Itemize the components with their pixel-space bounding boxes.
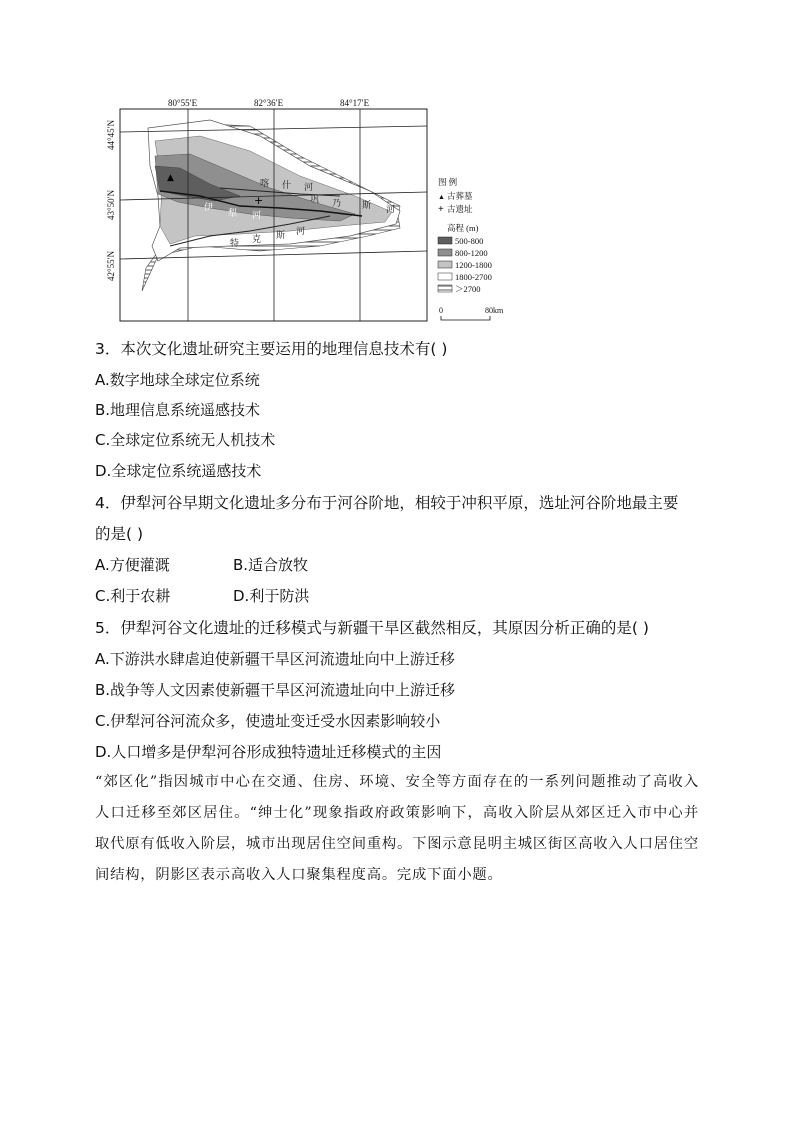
svg-text:河: 河: [252, 210, 262, 220]
svg-text:特: 特: [230, 238, 240, 248]
svg-text:▲: ▲: [438, 193, 445, 201]
site-marker-icon: +: [254, 194, 264, 207]
svg-text:河: 河: [304, 182, 314, 192]
question-3-option-c[interactable]: C.全球定位系统无人机技术: [95, 431, 276, 449]
lat-label-1: 44°45′N: [106, 119, 116, 150]
scale-bar: [441, 316, 490, 320]
svg-text:500-800: 500-800: [455, 236, 484, 246]
svg-text:+: +: [438, 204, 444, 215]
svg-text:古葬墓: 古葬墓: [447, 191, 473, 201]
svg-text:80km: 80km: [485, 306, 504, 315]
lon-label-1: 80°55′E: [168, 98, 198, 108]
lat-label-2: 43°50′N: [106, 189, 116, 220]
svg-text:乃: 乃: [332, 198, 342, 208]
svg-text:河: 河: [296, 226, 306, 236]
tomb-marker-icon: ▲: [167, 173, 174, 183]
svg-text:什: 什: [282, 180, 292, 190]
svg-text:斯: 斯: [362, 200, 372, 210]
svg-text:图 例: 图 例: [438, 177, 458, 187]
question-3-option-b[interactable]: B.地理信息系统遥感技术: [95, 401, 261, 419]
svg-text:斯: 斯: [276, 230, 286, 240]
question-3-stem: 3．本次文化遗址研究主要运用的地理信息技术有( ): [95, 340, 448, 358]
question-3-option-a[interactable]: A.数字地球全球定位系统: [95, 371, 260, 389]
lat-label-3: 42°55′N: [106, 250, 116, 281]
svg-text:伊: 伊: [204, 202, 214, 212]
svg-text:高程 (m): 高程 (m): [447, 223, 479, 233]
svg-text:喀: 喀: [260, 178, 270, 188]
question-5-option-a[interactable]: A.下游洪水肆虐迫使新疆干旱区河流遗址向中上游迁移: [95, 650, 455, 668]
question-4-option-d[interactable]: D.利于防洪: [233, 587, 310, 605]
svg-text:古遗址: 古遗址: [447, 204, 473, 214]
svg-text:巩: 巩: [310, 194, 320, 204]
svg-text:犁: 犁: [228, 208, 238, 218]
question-4-option-a[interactable]: A.方便灌溉: [95, 556, 170, 574]
question-4-stem-line-2: 的是( ): [95, 525, 144, 543]
map-legend: [438, 177, 504, 320]
question-4-option-b[interactable]: B.适合放牧: [233, 556, 309, 574]
ili-valley-map: [100, 96, 520, 324]
svg-text:河: 河: [386, 204, 396, 214]
question-5-stem: 5．伊犁河谷文化遗址的迁移模式与新疆干旱区截然相反，其原因分析正确的是( ): [95, 619, 649, 637]
question-5-option-b[interactable]: B.战争等人文因素使新疆干旱区河流遗址向中上游迁移: [95, 681, 456, 699]
question-4-option-c[interactable]: C.利于农耕: [95, 587, 171, 605]
svg-text:1800-2700: 1800-2700: [455, 272, 492, 282]
question-4-stem-line-1: 4．伊犁河谷早期文化遗址多分布于河谷阶地，相较于冲积平原，选址河谷阶地最主要: [95, 494, 679, 512]
reading-paragraph: “郊区化”指因城市中心在交通、住房、环境、安全等方面存在的一系列问题推动了高收入人口迁移至郊区居住。“绅士化”现象指政府政策影响下，高收入阶层从郊区迁入市中心并取代原有低收入阶层，城市出现居住空间重构。下图示意昆明主城区街区高收入人口居住空间结构，阴影区表示高收入人口聚集程度高。完成下面小题。: [95, 774, 699, 883]
svg-text:1200-1800: 1200-1800: [455, 260, 492, 270]
question-5-option-d[interactable]: D.人口增多是伊犁河谷形成独特遗址迁移模式的主因: [95, 743, 442, 761]
question-5-option-c[interactable]: C.伊犁河谷河流众多，使遗址变迁受水因素影响较小: [95, 712, 441, 730]
question-3-option-d[interactable]: D.全球定位系统遥感技术: [95, 462, 262, 480]
svg-text:克: 克: [252, 234, 262, 244]
svg-text:800-1200: 800-1200: [455, 248, 488, 258]
lon-label-2: 82°36′E: [254, 98, 284, 108]
svg-text:0: 0: [439, 306, 443, 315]
lon-label-3: 84°17′E: [340, 98, 370, 108]
svg-text:＞2700: ＞2700: [455, 284, 481, 294]
